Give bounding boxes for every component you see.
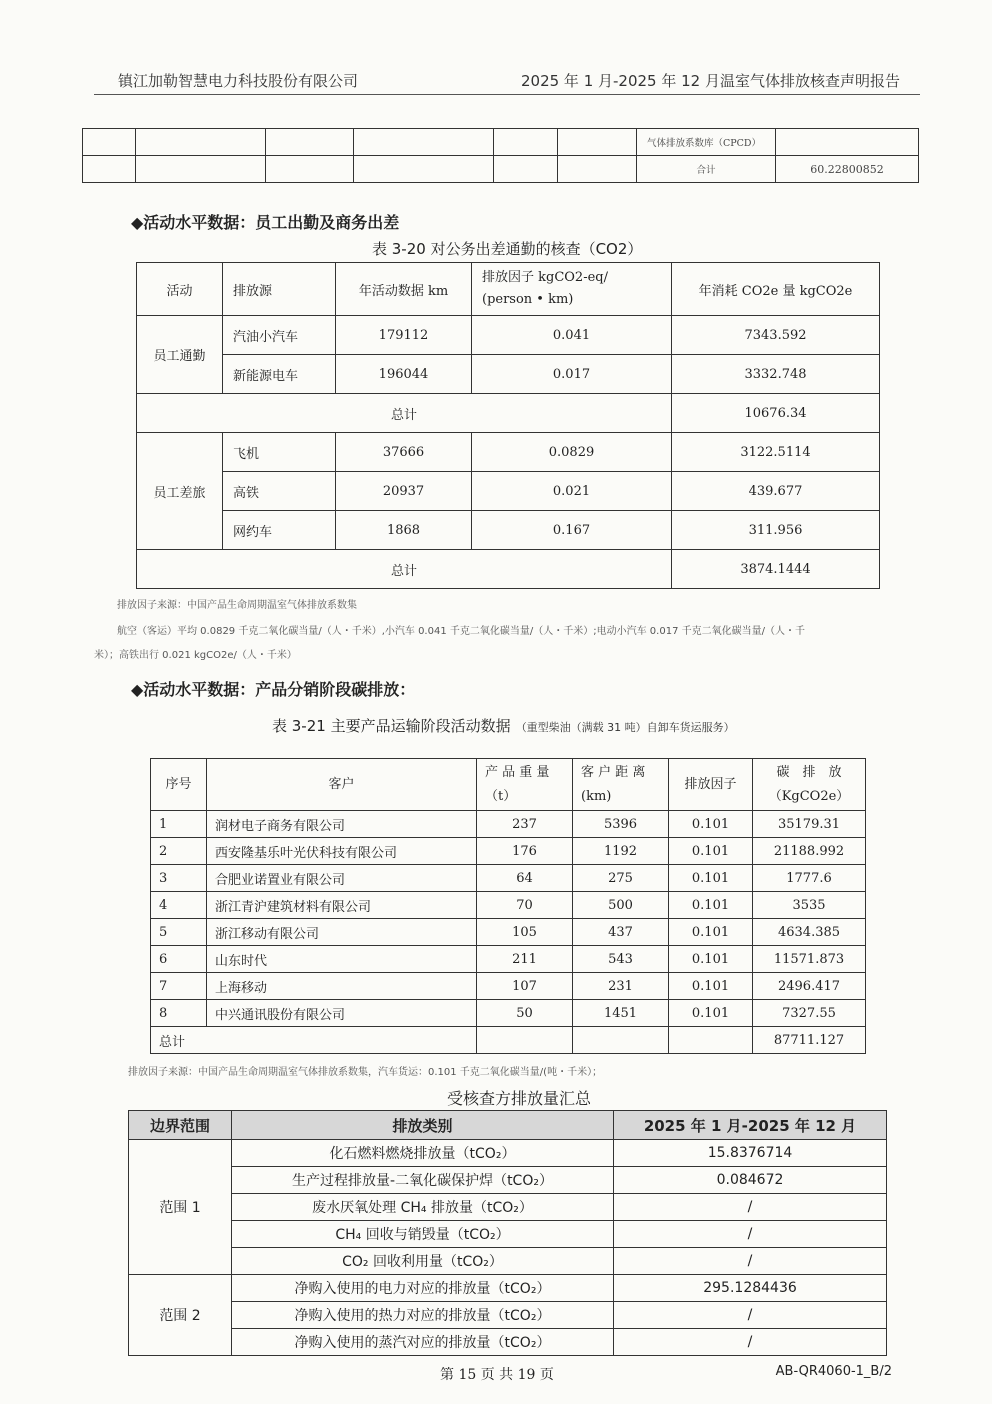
table-row-total	[151, 1027, 866, 1054]
cell-weight: 237	[477, 811, 573, 838]
total-label: 总计	[137, 550, 672, 589]
cell-category: 化石燃料燃烧排放量（tCO₂）	[232, 1140, 614, 1167]
previous-table-continuation	[82, 128, 919, 183]
header-boundary: 边界范围	[129, 1111, 232, 1140]
table-row	[151, 838, 866, 865]
cell-factor: 0.101	[669, 811, 753, 838]
cell-emission: 7327.55	[753, 1000, 866, 1027]
table-row-total	[137, 550, 880, 589]
cell-customer: 润材电子商务有限公司	[207, 811, 477, 838]
cell-weight: 211	[477, 946, 573, 973]
cell-distance: 543	[573, 946, 669, 973]
cell-km: 20937	[336, 472, 472, 511]
table-row	[83, 129, 919, 156]
table-row	[151, 1000, 866, 1027]
cell-emission: 11571.873	[753, 946, 866, 973]
cell-factor: 0.101	[669, 946, 753, 973]
cell-emission: 3332.748	[672, 355, 880, 394]
cell-value: /	[614, 1248, 887, 1275]
total-value: 10676.34	[672, 394, 880, 433]
factor-detail-note-cont: 米）；高铁出行 0.021 kgCO2e/（人・千米）	[94, 650, 297, 661]
cell-distance: 275	[573, 865, 669, 892]
cell-emission: 2496.417	[753, 973, 866, 1000]
cell-category: 净购入使用的热力对应的排放量（tCO₂）	[232, 1302, 614, 1329]
page-number: 第 15 页 共 19 页	[440, 1367, 554, 1383]
cell-distance: 1192	[573, 838, 669, 865]
cell-distance: 1451	[573, 1000, 669, 1027]
cell-category: 净购入使用的蒸汽对应的排放量（tCO₂）	[232, 1329, 614, 1356]
document-code: AB-QR4060-1_B/2	[775, 1364, 892, 1379]
factor-detail-note: 航空（客运）平均 0.0829 千克二氧化碳当量/（人・千米）,小汽车 0.041 千克二氧化碳当量/（人・千米）;电动小汽车 0.017 千克二氧化碳当量/（人・千	[117, 626, 805, 637]
cell-factor: 0.041	[472, 316, 672, 355]
cell-emission: 35179.31	[753, 811, 866, 838]
cell-value: 15.8376714	[614, 1140, 887, 1167]
cell-no: 1	[151, 811, 207, 838]
cell-category: 净购入使用的电力对应的排放量（tCO₂）	[232, 1275, 614, 1302]
cell-source: 网约车	[223, 511, 336, 550]
table-caption-3-21	[272, 715, 735, 736]
cell-km: 1868	[336, 511, 472, 550]
table-row	[129, 1221, 887, 1248]
cell-customer: 中兴通讯股份有限公司	[207, 1000, 477, 1027]
header-factor-line2: (person • km)	[482, 292, 574, 307]
table-row	[83, 156, 919, 183]
table-row	[151, 973, 866, 1000]
cell-factor: 0.101	[669, 838, 753, 865]
table-3-21-distribution	[150, 758, 866, 1054]
table-row	[129, 1329, 887, 1356]
caption-small: （重型柴油（满载 31 吨）自卸车货运服务）	[515, 721, 735, 734]
header-weight: 产 品 重 量（t）	[477, 759, 573, 811]
header-report-title: 2025 年 1 月-2025 年 12 月温室气体排放核查声明报告	[520, 72, 900, 90]
cell-emission: 3535	[753, 892, 866, 919]
factor-source-note: 排放因子来源：中国产品生命周期温室气体排放系数集	[117, 600, 357, 611]
cell-factor: 0.021	[472, 472, 672, 511]
cell-customer: 合肥业诺置业有限公司	[207, 865, 477, 892]
header-category: 排放类别	[232, 1111, 614, 1140]
header-source: 排放源	[223, 263, 336, 316]
cell-emission: 3122.5114	[672, 433, 880, 472]
header-activity: 活动	[137, 263, 223, 316]
table-row	[137, 433, 880, 472]
cell-factor: 0.101	[669, 919, 753, 946]
cell-distance: 231	[573, 973, 669, 1000]
cell-km: 179112	[336, 316, 472, 355]
cell-customer: 浙江移动有限公司	[207, 919, 477, 946]
header-no: 序号	[151, 759, 207, 811]
cell-no: 3	[151, 865, 207, 892]
cell-source: 高铁	[223, 472, 336, 511]
cell-weight: 70	[477, 892, 573, 919]
table-row	[137, 316, 880, 355]
cell-value: 295.1284436	[614, 1275, 887, 1302]
table-row	[129, 1167, 887, 1194]
cell-value: /	[614, 1329, 887, 1356]
cell-distance: 437	[573, 919, 669, 946]
cell-emission: 311.956	[672, 511, 880, 550]
group-label-commute: 员工通勤	[137, 316, 223, 394]
cell-no: 8	[151, 1000, 207, 1027]
cell-factor: 0.017	[472, 355, 672, 394]
cell-value: /	[614, 1302, 887, 1329]
header-annual-data: 年活动数据 km	[336, 263, 472, 316]
section-heading-commute: ◆活动水平数据：员工出勤及商务出差	[131, 213, 400, 232]
cell-category: CO₂ 回收利用量（tCO₂）	[232, 1248, 614, 1275]
cell-category: 废水厌氧处理 CH₄ 排放量（tCO₂）	[232, 1194, 614, 1221]
cell-emission: 4634.385	[753, 919, 866, 946]
cell-customer: 山东时代	[207, 946, 477, 973]
table-row	[129, 1275, 887, 1302]
cpcd-note: 气体排放系数库（CPCD）	[637, 129, 776, 156]
header-distance: 客 户 距 离(km)	[573, 759, 669, 811]
table-header-row	[137, 263, 880, 316]
header-factor-line1: 排放因子 kgCO2-eq/	[482, 270, 608, 285]
table-row	[151, 892, 866, 919]
table-header-row	[129, 1111, 887, 1140]
cell-no: 6	[151, 946, 207, 973]
cell-weight: 107	[477, 973, 573, 1000]
cell-weight: 50	[477, 1000, 573, 1027]
table-row	[129, 1248, 887, 1275]
cell-no: 5	[151, 919, 207, 946]
cell-category: 生产过程排放量-二氧化碳保护焊（tCO₂）	[232, 1167, 614, 1194]
cell-distance: 500	[573, 892, 669, 919]
header-period: 2025 年 1 月-2025 年 12 月	[614, 1111, 887, 1140]
header-company: 镇江加勒智慧电力科技股份有限公司	[118, 72, 359, 90]
cell-source: 新能源电车	[223, 355, 336, 394]
cell-source: 飞机	[223, 433, 336, 472]
cell-emission: 21188.992	[753, 838, 866, 865]
cell-weight: 64	[477, 865, 573, 892]
cell-emission: 7343.592	[672, 316, 880, 355]
table-caption-3-20: 表 3-20 对公务出差通勤的核查（CO2）	[372, 240, 643, 258]
group-label-travel: 员工差旅	[137, 433, 223, 550]
table-row	[151, 865, 866, 892]
summary-title: 受核查方排放量汇总	[447, 1089, 592, 1108]
cell-customer: 西安隆基乐叶光伏科技有限公司	[207, 838, 477, 865]
cell-distance: 5396	[573, 811, 669, 838]
table-row	[129, 1302, 887, 1329]
header-factor	[472, 263, 672, 316]
header-emission: 碳 排 放（KgCO2e）	[753, 759, 866, 811]
cell-emission: 1777.6	[753, 865, 866, 892]
scope2-label: 范围 2	[129, 1275, 232, 1356]
cell-weight: 105	[477, 919, 573, 946]
distribution-factor-note: 排放因子来源：中国产品生命周期温室气体排放系数集，汽车货运：0.101 千克二氧化碳当量/(吨・千米）；	[128, 1067, 603, 1078]
cell-no: 4	[151, 892, 207, 919]
table-row	[137, 355, 880, 394]
table-row	[151, 946, 866, 973]
table-row	[151, 919, 866, 946]
table-row-total	[137, 394, 880, 433]
cell-factor: 0.101	[669, 865, 753, 892]
table-row	[137, 511, 880, 550]
cell-factor: 0.101	[669, 1000, 753, 1027]
header-factor: 排放因子	[669, 759, 753, 811]
cell-value: 0.084672	[614, 1167, 887, 1194]
table-row	[151, 811, 866, 838]
table-header-row	[151, 759, 866, 811]
total-label: 合计	[637, 156, 776, 183]
cell-emission: 439.677	[672, 472, 880, 511]
header-divider	[94, 94, 920, 95]
cell-factor: 0.167	[472, 511, 672, 550]
total-label: 总计	[137, 394, 672, 433]
table-row	[129, 1140, 887, 1167]
header-customer: 客户	[207, 759, 477, 811]
cell-factor: 0.101	[669, 973, 753, 1000]
cell-km: 196044	[336, 355, 472, 394]
cell-customer: 上海移动	[207, 973, 477, 1000]
table-row	[129, 1194, 887, 1221]
cell-no: 2	[151, 838, 207, 865]
table-row	[137, 472, 880, 511]
cell-no: 7	[151, 973, 207, 1000]
cell-value: /	[614, 1194, 887, 1221]
scope1-label: 范围 1	[129, 1140, 232, 1275]
total-value: 60.22800852	[776, 156, 919, 183]
emission-summary-table	[128, 1110, 887, 1356]
total-value: 87711.127	[753, 1027, 866, 1054]
cell-source: 汽油小汽车	[223, 316, 336, 355]
cell-factor: 0.0829	[472, 433, 672, 472]
cell-km: 37666	[336, 433, 472, 472]
cell-customer: 浙江青沪建筑材料有限公司	[207, 892, 477, 919]
caption-main: 表 3-21 主要产品运输阶段活动数据	[272, 717, 511, 735]
total-label: 总计	[151, 1027, 477, 1054]
table-3-20-commute-travel	[136, 262, 880, 589]
cell-value: /	[614, 1221, 887, 1248]
cell-category: CH₄ 回收与销毁量（tCO₂）	[232, 1221, 614, 1248]
total-value: 3874.1444	[672, 550, 880, 589]
cell-factor: 0.101	[669, 892, 753, 919]
section-heading-distribution: ◆活动水平数据：产品分销阶段碳排放：	[131, 680, 416, 699]
header-emission: 年消耗 CO2e 量 kgCO2e	[672, 263, 880, 316]
cell-weight: 176	[477, 838, 573, 865]
